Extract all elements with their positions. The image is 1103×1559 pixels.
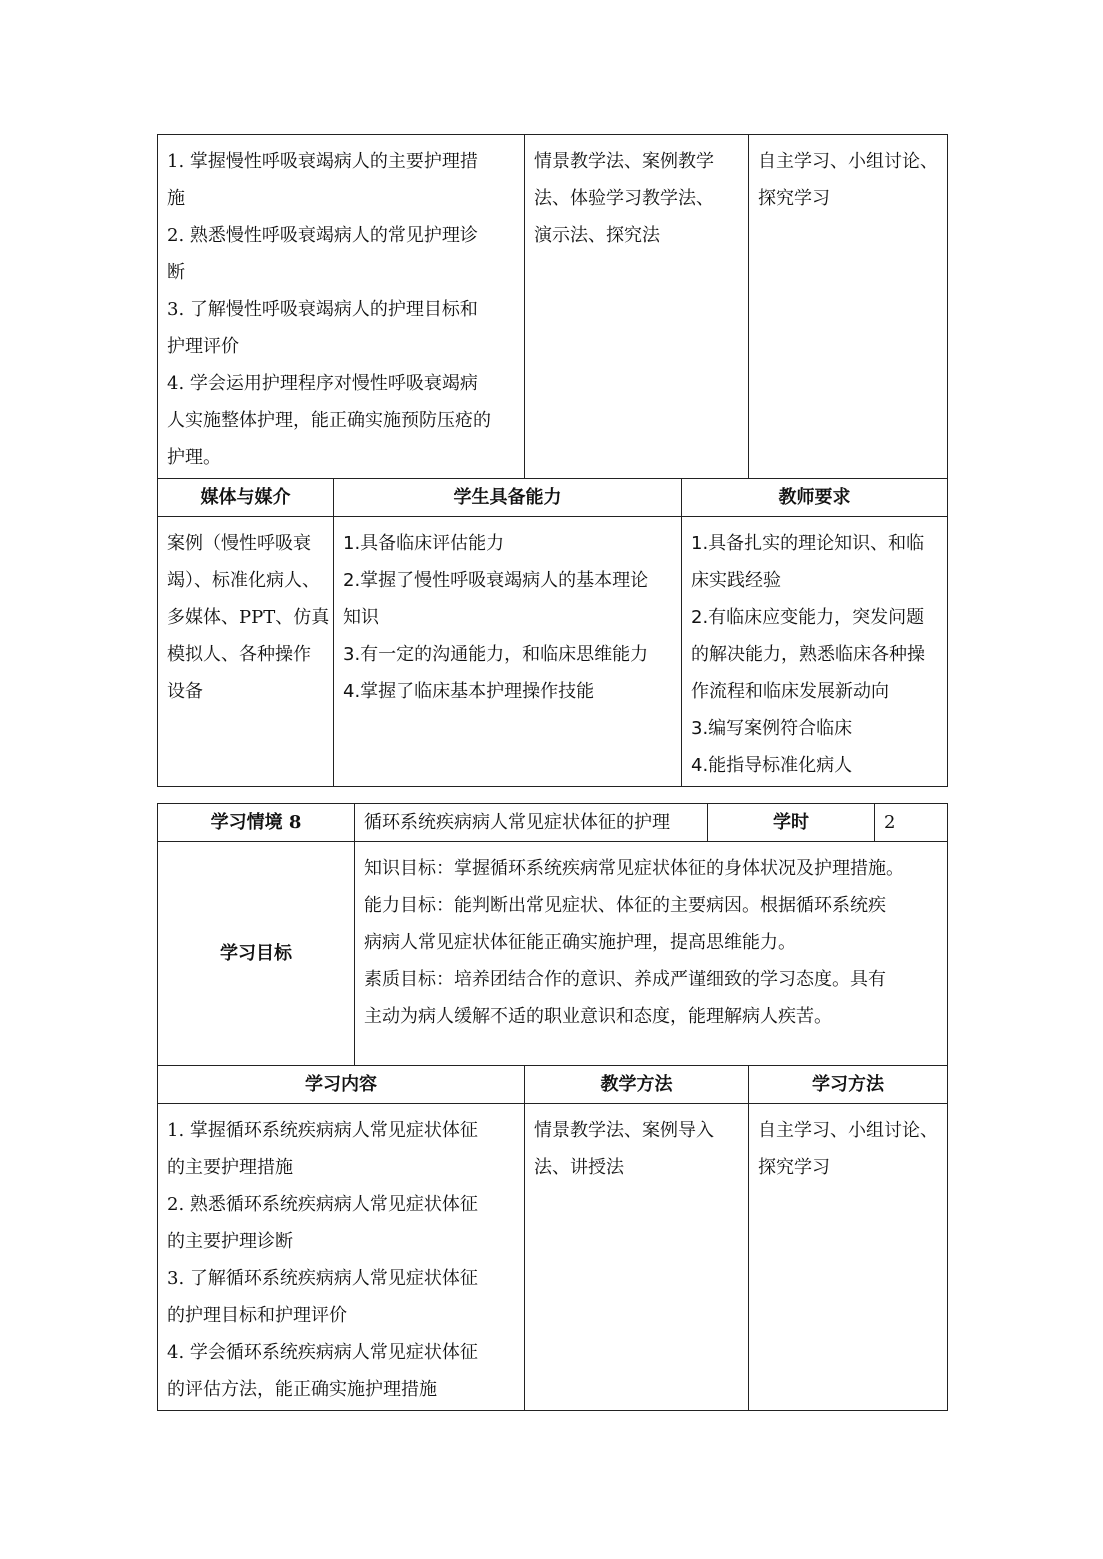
upper-table bbox=[157, 134, 948, 787]
teacher-line: 床实践经验 bbox=[691, 570, 781, 591]
situation-8-table bbox=[157, 803, 948, 1411]
content-line: 1. 掌握循环系统疾病病人常见症状体征 bbox=[167, 1120, 478, 1141]
teacher-cell bbox=[682, 517, 948, 787]
ability-line: 知识 bbox=[343, 607, 379, 628]
teacher-line: 1.具备扎实的理论知识、和临 bbox=[691, 533, 925, 554]
teaching-header: 教学方法 bbox=[525, 1066, 749, 1104]
upper-content-line: 2. 熟悉慢性呼吸衰竭病人的常见护理诊 bbox=[167, 225, 478, 246]
media-cell bbox=[158, 517, 334, 787]
upper-content-line: 护理评价 bbox=[167, 336, 239, 357]
ability-line: 1.具备临床评估能力 bbox=[343, 533, 505, 554]
ability-line: 3.有一定的沟通能力，和临床思维能力 bbox=[343, 644, 649, 665]
content-line: 3. 了解循环系统疾病病人常见症状体征 bbox=[167, 1268, 478, 1289]
objective-line: 知识目标：掌握循环系统疾病常见症状体征的身体状况及护理措施。 bbox=[364, 858, 904, 879]
hours-value: 2 bbox=[875, 804, 948, 842]
learning-method-line: 自主学习、小组讨论、 bbox=[758, 1120, 938, 1141]
upper-content-line: 3. 了解慢性呼吸衰竭病人的护理目标和 bbox=[167, 299, 478, 320]
content-line: 的主要护理诊断 bbox=[167, 1231, 293, 1252]
teacher-line: 4.能指导标准化病人 bbox=[691, 755, 853, 776]
upper-content-line: 施 bbox=[167, 188, 185, 209]
objective-cell bbox=[355, 842, 948, 1066]
media-line: 多媒体、PPT、仿真 bbox=[167, 607, 330, 628]
learning-method-line: 探究学习 bbox=[758, 188, 830, 209]
content-line: 的护理目标和护理评价 bbox=[167, 1305, 347, 1326]
objective-line: 主动为病人缓解不适的职业意识和态度，能理解病人疾苦。 bbox=[364, 1006, 832, 1027]
teaching-method-line: 情景教学法、案例教学 bbox=[534, 151, 714, 172]
upper-learning-method-cell bbox=[749, 135, 948, 479]
media-line: 模拟人、各种操作 bbox=[167, 644, 311, 665]
upper-content-line: 人实施整体护理，能正确实施预防压疮的 bbox=[167, 410, 491, 431]
teacher-line: 的解决能力，熟悉临床各种操 bbox=[691, 644, 925, 665]
objective-line: 能力目标：能判断出常见症状、体征的主要病因。根据循环系统疾 bbox=[364, 895, 886, 916]
learning-method-line: 探究学习 bbox=[758, 1157, 830, 1178]
teacher-line: 2.有临床应变能力，突发问题 bbox=[691, 607, 925, 628]
teaching-method-line: 法、体验学习教学法、 bbox=[534, 188, 714, 209]
teaching-method-line: 演示法、探究法 bbox=[534, 225, 660, 246]
upper-content-line: 1. 掌握慢性呼吸衰竭病人的主要护理措 bbox=[167, 151, 478, 172]
teaching-method-line: 法、讲授法 bbox=[534, 1157, 624, 1178]
content-line: 4. 学会循环系统疾病病人常见症状体征 bbox=[167, 1342, 478, 1363]
lower-content-cell bbox=[158, 1104, 525, 1411]
content-line: 的评估方法，能正确实施护理措施 bbox=[167, 1379, 437, 1400]
content-header: 学习内容 bbox=[158, 1066, 525, 1104]
media-line: 竭）、标准化病人、 bbox=[167, 570, 320, 591]
teacher-line: 3.编写案例符合临床 bbox=[691, 718, 853, 739]
objective-label: 学习目标 bbox=[158, 842, 355, 1066]
learning-method-line: 自主学习、小组讨论、 bbox=[758, 151, 938, 172]
upper-content-line: 护理。 bbox=[167, 447, 221, 468]
content-line: 的主要护理措施 bbox=[167, 1157, 293, 1178]
ability-cell bbox=[334, 517, 682, 787]
teacher-header: 教师要求 bbox=[682, 479, 948, 517]
objective-line: 病病人常见症状体征能正确实施护理，提高思维能力。 bbox=[364, 932, 796, 953]
objective-line: 素质目标：培养团结合作的意识、养成严谨细致的学习态度。具有 bbox=[364, 969, 886, 990]
situation-title: 循环系统疾病病人常见症状体征的护理 bbox=[355, 804, 708, 842]
upper-content-line: 4. 学会运用护理程序对慢性呼吸衰竭病 bbox=[167, 373, 478, 394]
lower-teaching-method-cell bbox=[525, 1104, 749, 1411]
ability-header: 学生具备能力 bbox=[334, 479, 682, 517]
upper-content-list bbox=[158, 135, 524, 478]
media-line: 设备 bbox=[167, 681, 203, 702]
teaching-method-line: 情景教学法、案例导入 bbox=[534, 1120, 714, 1141]
situation-label: 学习情境 8 bbox=[158, 804, 355, 842]
hours-label: 学时 bbox=[708, 804, 875, 842]
learning-header: 学习方法 bbox=[749, 1066, 948, 1104]
ability-line: 4.掌握了临床基本护理操作技能 bbox=[343, 681, 595, 702]
content-line: 2. 熟悉循环系统疾病病人常见症状体征 bbox=[167, 1194, 478, 1215]
media-header: 媒体与媒介 bbox=[158, 479, 334, 517]
media-line: 案例（慢性呼吸衰 bbox=[167, 533, 311, 554]
upper-content-line: 断 bbox=[167, 262, 185, 283]
upper-content-cell bbox=[158, 135, 525, 479]
lower-learning-method-cell bbox=[749, 1104, 948, 1411]
teacher-line: 作流程和临床发展新动向 bbox=[691, 681, 889, 702]
ability-line: 2.掌握了慢性呼吸衰竭病人的基本理论 bbox=[343, 570, 649, 591]
upper-teaching-method-cell bbox=[525, 135, 749, 479]
